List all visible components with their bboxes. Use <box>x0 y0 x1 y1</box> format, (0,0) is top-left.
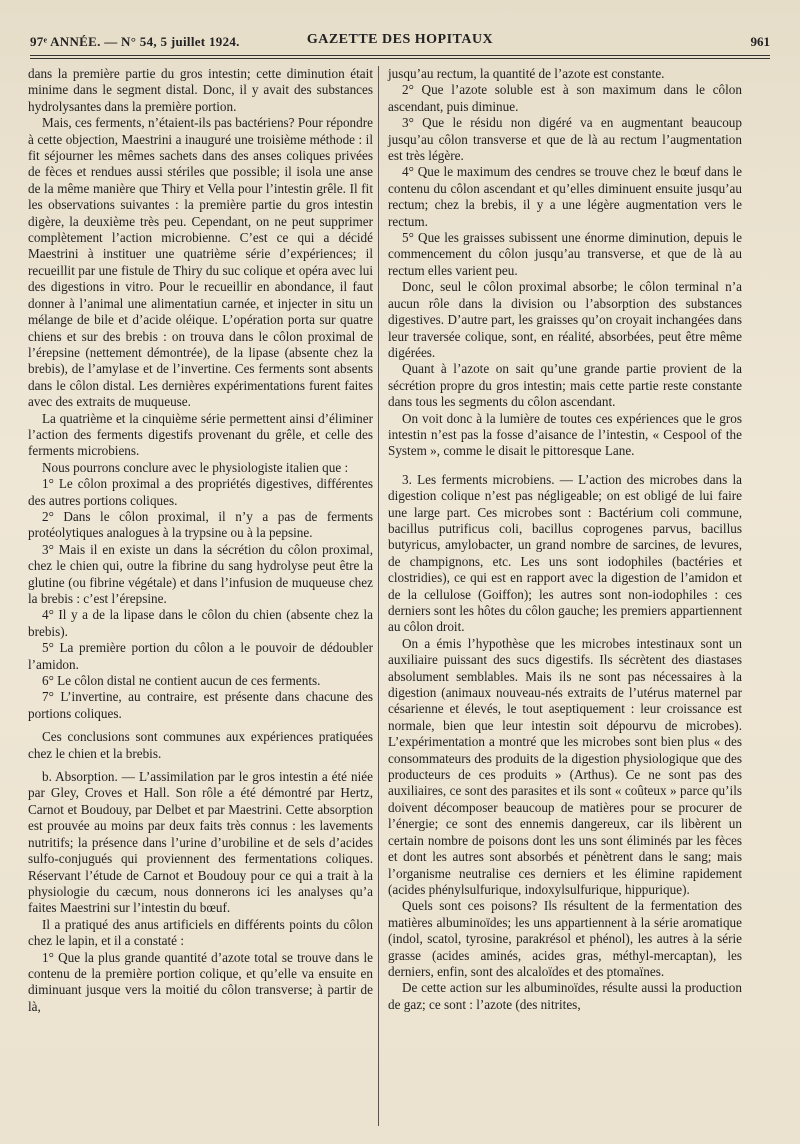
paragraph: 7° L’invertine, au contraire, est présente dans chacune des portions coliques. <box>28 689 373 721</box>
paragraph: Donc, seul le côlon proximal absorbe; le côlon terminal n’a aucun rôle dans la division ou l’absorption des substances digestives. D’autre part, les graisses qu’on croyait inchangées dans leur traversée colique, sont, en réalité, absorbées, peut être même digérées. <box>388 279 742 360</box>
page-header <box>30 28 770 54</box>
paragraph: Ces conclusions sont communes aux expériences pratiquées chez le chien et la brebis. <box>28 729 373 761</box>
paragraph: 2° Que l’azote soluble est à son maximum dans le côlon ascendant, puis diminue. <box>388 82 742 114</box>
paragraph: 3° Mais il en existe un dans la sécrétion du côlon proximal, chez le chien qui, outre la fibrine du sang hydrolyse peut être la glutine (ou fibrine végétale) et dans l’infusion de muqueuse chez la brebis : c’est l’érepsine. <box>28 541 373 606</box>
paragraph: La quatrième et la cinquième série permettent ainsi d’éliminer l’action des ferments digestifs provenant du grêle, et celle des ferments microbiens. <box>28 410 373 459</box>
paragraph: On a émis l’hypothèse que les microbes intestinaux sont un auxiliaire puissant des sucs digestifs. Ils sécrètent des diastases absolument semblables. Mais ils ne sont pas nécessaires à la digestion (animaux nouveau-nés extraits de l’utérus maternel par césarienne et élevés, le tout aseptiquement : leur croissance est normale, bien que leur intestin soit dépourvu de microbes). L’expérimentation a montré que les microbes sont bien plus « des consommateurs des produits de la digestion physiologique que des producteurs de ces produits » (Arthus). Ce ne sont pas des auxiliaires, ce sont des parasites et ils sont « coûteux » parce qu’ils doivent décomposer beaucoup de matières pour se procurer de l’énergie; ce sont des ennemis dangereux, car ils libèrent un certain nombre de poisons dont les uns sont éliminés par les fèces et dont les autres sont absorbés et pénètrent dans le sang; mais l’organisme neutralise ces derniers et les élimine rapidement (acides phénylsulfurique, indoxylsulfurique, hippurique). <box>388 635 742 897</box>
paragraph: 2° Dans le côlon proximal, il n’y a pas de ferments protéolytiques analogues à la trypsine ou à la pepsine. <box>28 508 373 541</box>
paragraph: 1° Le côlon proximal a des propriétés digestives, différentes des autres portions coliques. <box>28 476 373 508</box>
paragraph: 6° Le côlon distal ne contient aucun de ces ferments. <box>42 673 321 689</box>
page-number: 961 <box>750 34 770 49</box>
left-column <box>28 66 373 1015</box>
paragraph: 3. Les ferments microbiens. — L’action des microbes dans la digestion colique n’est pas négligeable; on est obligé de lui faire une large part. Ces microbes sont : Bactérium coli commune, bacillus putrificus coli, bacillus coprogenes parvus, bacillus butyricus, amylobacter, un grand nombre de sarcines, de levures, de champignons, etc. Les uns sont iodophiles (bactéries et clostridies), ce qui est en rapport avec la digestion de l’amidon et de la cellulose (Goiffon); les autres sont non-iodophiles : ces derniers sont les hôtes du côlon gauche; les premiers appartiennent au côlon droit. <box>388 471 742 635</box>
paragraph: De cette action sur les albuminoïdes, résulte aussi la production de gaz; ce sont : l’azote (des nitrites, <box>388 980 742 1012</box>
paragraph: b. Absorption. — L’assimilation par le gros intestin a été niée par Gley, Croves et Hall. Son rôle a été démontré par Hertz, Carnot et Boudouy, par Delbet et par Maestrini. Cette absorption est prouvée au moins par deux faits très connus : les lavements nutritifs; la présence dans l’urine d’urobiline et de sels d’acides sulfo-conjugués qui proviennent des fermentations coliques. Réservant l’étude de Carnot et Boudouy pour ce qui a trait à la physiologie du cæcum, nous donnerons ici les analyses qu’a faites Maestrini sur l’intestin du bœuf. <box>28 769 373 916</box>
paragraph: jusqu’au rectum, la quantité de l’azote est constante. <box>388 66 665 81</box>
column-divider <box>378 66 379 1126</box>
paragraph: 5° La première portion du côlon a le pouvoir de dédoubler l’amidon. <box>28 640 373 672</box>
right-column <box>388 66 742 1013</box>
paragraph: 4° Que le maximum des cendres se trouve chez le bœuf dans le contenu du côlon ascendant et qu’elles diminuent ensuite jusqu’au rectum; chez la brebis, il y a une légère augmentation vers le rectum. <box>388 164 742 229</box>
paragraph: 4° Il y a de la lipase dans le côlon du chien (absente chez la brebis). <box>28 607 373 639</box>
paragraph: Mais, ces ferments, n’étaient-ils pas bactériens? Pour répondre à cette objection, Maestrini a inauguré une troisième méthode : il fit séjourner les mêmes sachets dans des anses coliques privées de fèces et rendues aussi stériles que possible; il isola une anse de la même manière que Thiry et Vella pour l’intestin grêle. Il fit les observations suivantes : la première partie du gros intestin digère, la deuxième très peu. Cependant, on ne peut supprimer complètement l’action microbienne. C’est ce qui a décidé Maestrini à instituer une quatrième série d’expériences; il recueillit par une fistule de Thiry du suc colique et opéra avec lui des digestions in vitro. Pour le recueillir en abondance, il faut donner à l’animal une alimentatiun carnée, et injecter in situ un mélange de bile et d’acide oléique. L’opération porta sur quatre chiens et sur des brebis : on trouva dans le côlon proximal de l’érepsine (nettement démontrée), de la lipase (absente chez la brebis), de l’amylase et de l’invertine. Ces ferments sont absents dans le côlon distal. Les dernières expérimentations furent faites avec des extraits de muqueuse. <box>28 115 373 410</box>
paragraph: 1° Que la plus grande quantité d’azote total se trouve dans le contenu de la première portion colique, et qu’elle va ensuite en diminuant jusque vers la moitié du côlon transverse; à partir de là, <box>28 949 373 1014</box>
paragraph: 3° Que le résidu non digéré va en augmentant beaucoup jusqu’au côlon transverse et que de là au rectum l’augmentation est très légère. <box>388 115 742 164</box>
paragraph: Nous pourrons conclure avec le physiologiste italien que : <box>42 459 349 475</box>
paragraph: 5° Que les graisses subissent une énorme diminution, depuis le commencement du côlon jusqu’au transverse, et que de là au rectum elles varient peu. <box>388 230 742 278</box>
header-rule <box>30 55 770 59</box>
paragraph: Quant à l’azote on sait qu’une grande partie provient de la sécrétion propre du gros intestin; mais cette partie reste constante dans tous les segments du côlon ascendant. <box>388 361 742 410</box>
issue-line: 97ᵉ ANNÉE. — N° 54, 5 juillet 1924. <box>30 34 240 49</box>
paragraph: Quels sont ces poisons? Ils résultent de la fermentation des matières albuminoïdes; les uns appartiennent à la série aromatique (indol, scatol, tyrosine, parakrésol et phénol), les autres à la série grasse (acides aminés, acides gras, méthyl-mercaptan), les derniers, enfin, sont des alcaloïdes et des ptomaïnes. <box>388 898 742 979</box>
journal-title: GAZETTE DES HOPITAUX <box>306 32 494 47</box>
paragraph: dans la première partie du gros intestin; cette diminution était minime dans le segment distal. Donc, il y avait des substances hydrolysantes dans la première portion. <box>28 66 373 114</box>
paragraph: Il a pratiqué des anus artificiels en différents points du côlon chez le lapin, et il a constaté : <box>28 916 373 949</box>
paragraph: On voit donc à la lumière de toutes ces expériences que le gros intestin n’est pas la fosse d’aisance de l’intestin, « Cespool of the System », comme le disait le pittoresque Lane. <box>388 410 742 459</box>
